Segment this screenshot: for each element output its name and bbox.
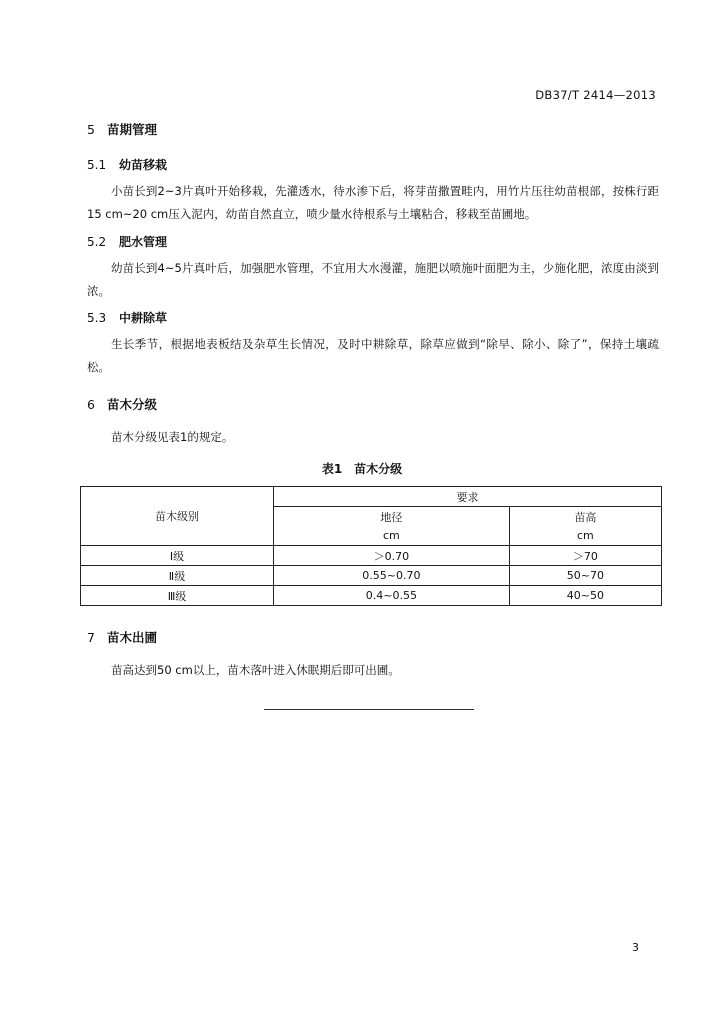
table-caption: 表1 苗木分级 — [321, 462, 403, 476]
section-5-2-heading — [87, 233, 167, 250]
cell-diameter: ＞0.70 — [274, 546, 510, 566]
unit-height: cm — [509, 526, 661, 546]
cell-grade: Ⅰ级 — [81, 546, 274, 566]
section-number: 7 — [87, 630, 95, 645]
section-number: 6 — [87, 397, 95, 412]
header-requirement: 要求 — [274, 487, 662, 507]
unit-diameter: cm — [274, 526, 510, 546]
header-diameter: 地径 — [274, 507, 510, 527]
section-title: 苗木分级 — [107, 397, 158, 412]
section-title: 中耕除草 — [119, 311, 168, 325]
header-grade: 苗木级别 — [81, 487, 274, 546]
section-number: 5.3 — [87, 311, 107, 325]
end-divider — [264, 709, 474, 710]
section-5-1-heading — [87, 156, 167, 173]
cell-diameter: 0.55~0.70 — [274, 566, 510, 586]
cell-height: ＞70 — [509, 546, 661, 566]
section-5-3-paragraph: 生长季节，根据地表板结及杂草生长情况，及时中耕除草，除草应做到“除早、除小、除了”，保持土壤疏松。 — [87, 337, 659, 374]
section-title: 幼苗移栽 — [119, 158, 168, 172]
section-title: 苗期管理 — [107, 122, 158, 137]
header-height: 苗高 — [509, 507, 661, 527]
section-7-paragraph: 苗高达到50 cm以上，苗木落叶进入休眠期后即可出圃。 — [111, 663, 400, 677]
table-row — [81, 586, 662, 606]
seedling-grade-table — [80, 486, 662, 606]
table-row — [81, 546, 662, 566]
page-number: 3 — [632, 941, 639, 954]
section-5-3-heading — [87, 309, 167, 326]
section-5-2-paragraph: 幼苗长到4~5片真叶后，加强肥水管理，不宜用大水漫灌，施肥以喷施叶面肥为主，少施化肥，浓度由淡到浓。 — [87, 261, 659, 298]
cell-diameter: 0.4~0.55 — [274, 586, 510, 606]
section-title: 肥水管理 — [119, 235, 168, 249]
standard-code: DB37/T 2414—2013 — [535, 88, 656, 102]
section-6-heading — [87, 395, 157, 413]
cell-grade: Ⅱ级 — [81, 566, 274, 586]
cell-grade: Ⅲ级 — [81, 586, 274, 606]
section-6-paragraph: 苗木分级见表1的规定。 — [111, 430, 234, 444]
section-5-1-paragraph: 小苗长到2~3片真叶开始移栽，先灌透水，待水渗下后，将芽苗撒置畦内，用竹片压往幼苗根部，按株行距15 cm~20 cm压入泥内，幼苗自然直立，喷少量水待根系与土壤粘合，移栽至苗圃地。 — [87, 184, 659, 221]
section-number: 5.1 — [87, 158, 107, 172]
section-5-heading — [87, 120, 157, 138]
section-number: 5 — [87, 122, 95, 137]
cell-height: 50~70 — [509, 566, 661, 586]
table-row — [81, 566, 662, 586]
section-7-heading — [87, 628, 157, 646]
section-number: 5.2 — [87, 235, 107, 249]
section-title: 苗木出圃 — [107, 630, 158, 645]
cell-height: 40~50 — [509, 586, 661, 606]
